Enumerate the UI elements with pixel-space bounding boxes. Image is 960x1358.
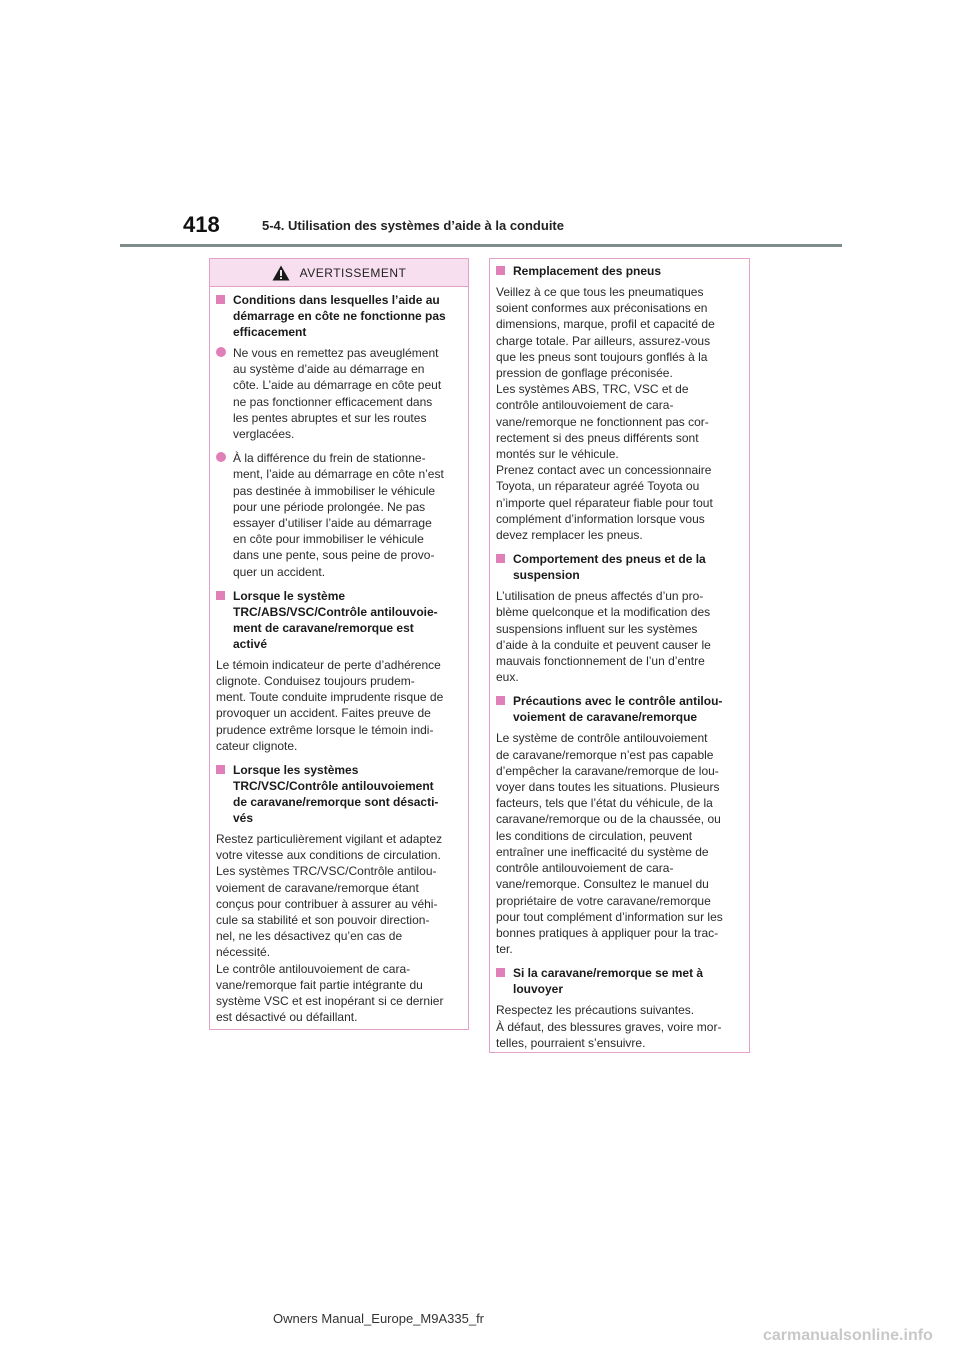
- heading-tire-replacement: Remplacement des pneus: [496, 263, 744, 279]
- watermark: carmanualsonline.info: [763, 1327, 933, 1344]
- header-divider: [120, 244, 842, 247]
- manual-id: Owners Manual_Europe_M9A335_fr: [273, 1311, 485, 1326]
- square-bullet-icon: [496, 266, 505, 275]
- square-bullet-icon: [496, 968, 505, 977]
- text-trailer-sway-precautions: Le système de contrôle antilouvoiement de caravane/remorque n’est pas capable d’empêcher la caravane/remorque de lou- voyer dans toutes les situations. Plusieurs facteurs, tels que l’état du véhicule, de la caravane/remorque ou de la chaussée, ou les conditions de circulation, peuvent entraîner une inefficacité du système de contrôle antilouvoiement de cara- vane/remorque. Consultez le manuel du propriétaire de votre caravane/remorque pour tout complément d’information sur les bonnes pratiques à appliquer pour la trac- ter.: [496, 731, 723, 957]
- warning-heading-system-disabled: Lorsque les systèmes TRC/VSC/Contrôle antilouvoiement de caravane/remorque sont désacti- vés: [216, 762, 463, 826]
- square-bullet-icon: [216, 591, 225, 600]
- list-item: Ne vous en remettez pas aveuglément au système d’aide au démarrage en côte. L’aide au démarrage en côte peut ne pas fonctionner efficacement dans les pentes abruptes et sur les routes verglacées.: [216, 345, 463, 442]
- warning-heading-system-active: Lorsque le système TRC/ABS/VSC/Contrôle antilouvoie- ment de caravane/remorque est activé: [216, 588, 463, 652]
- square-bullet-icon: [496, 696, 505, 705]
- continued-warning-box: [489, 258, 750, 1053]
- warning-triangle-icon: [272, 265, 290, 281]
- circle-bullet-icon: [216, 452, 226, 462]
- warning-title: AVERTISSEMENT: [299, 265, 407, 280]
- page-number: 418: [183, 212, 220, 237]
- square-bullet-icon: [496, 554, 505, 563]
- heading-trailer-sway-occurs: Si la caravane/remorque se met à louvoyer: [496, 965, 744, 997]
- warning-box: [209, 258, 469, 1030]
- text-tire-replacement: Veillez à ce que tous les pneumatiques soient conformes aux préconisations en dimensions, marque, profil et capacité de charge totale. Par ailleurs, assurez-vous que les pneus sont toujours gonflés à la pression de gonflage préconisée. Les systèmes ABS, TRC, VSC et de contrôle antilouvoiement de cara- vane/remorque ne fonctionnent pas cor- rectement si des pneus différents sont montés sur le véhicule. Prenez contact avec un concessionnaire Toyota, un réparateur agréé Toyota ou n’importe quel réparateur fiable pour tout complément d’information lorsque vous devez remplacer les pneus.: [496, 285, 715, 543]
- warning-text-system-active: Le témoin indicateur de perte d’adhérence clignote. Conduisez toujours prudem- ment. Toute conduite imprudente risque de provoquer un accident. Faites preuve de prudence extrême lorsque le témoin indi- cateur clignote.: [216, 657, 444, 753]
- heading-tire-suspension: Comportement des pneus et de la suspension: [496, 551, 744, 583]
- square-bullet-icon: [216, 765, 225, 774]
- section-title: 5-4. Utilisation des systèmes d’aide à la conduite: [262, 218, 564, 233]
- warning-header: [210, 259, 468, 287]
- text-trailer-sway-occurs: Respectez les précautions suivantes. À défaut, des blessures graves, voire mor- telles, pourraient s’ensuivre.: [496, 1003, 722, 1050]
- text-tire-suspension: L’utilisation de pneus affectés d’un pro- blème quelconque et la modification des suspensions influent sur les systèmes d’aide à la conduite et peuvent causer le mauvais fonctionnement de l’un d’entre eux.: [496, 589, 711, 685]
- heading-trailer-sway-precautions: Précautions avec le contrôle antilou- voiement de caravane/remorque: [496, 693, 744, 725]
- warning-heading-hill-start: Conditions dans lesquelles l’aide au démarrage en côte ne fonctionne pas efficacement: [216, 292, 463, 340]
- circle-bullet-icon: [216, 347, 226, 357]
- list-item: À la différence du frein de stationne- ment, l’aide au démarrage en côte n’est pas destinée à immobiliser le véhicule pour une période prolongée. Ne pas essayer d’utiliser l’aide au démarrage en côte pour immobiliser le véhicule dans une pente, sous peine de provo- quer un accident.: [216, 450, 463, 580]
- square-bullet-icon: [216, 295, 225, 304]
- warning-text-system-disabled: Restez particulièrement vigilant et adaptez votre vitesse aux conditions de circulation. Les systèmes TRC/VSC/Contrôle antilou- voiement de caravane/remorque étant conçus pour contribuer à assurer au véhi- cule sa stabilité et son pouvoir direction- nel, ne les désactivez qu’en cas de nécessité. Le contrôle antilouvoiement de cara- vane/remorque fait partie intégrante du système VSC et est inopérant si ce dernier est désactivé ou défaillant.: [216, 832, 444, 1025]
